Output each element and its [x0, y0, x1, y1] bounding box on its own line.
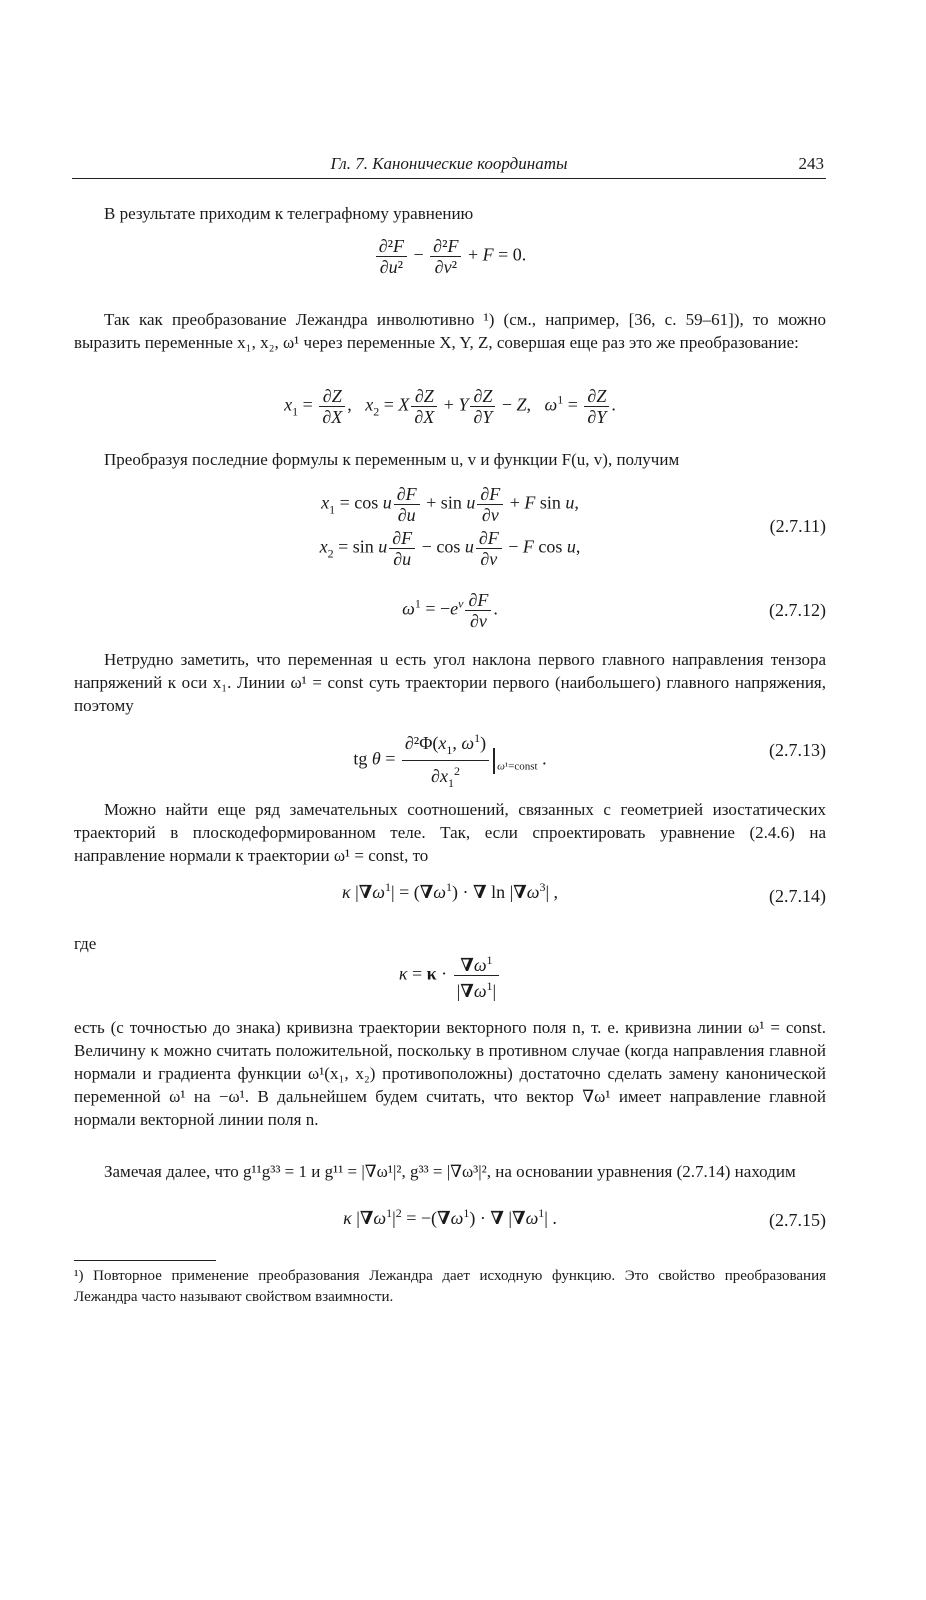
telegraph-equation: $\frac{\text{∂²F}}{\text{∂u²}}$ − $\frac{\text{∂²F}}{\text{∂v²}}$ + F = 0.: [74, 236, 826, 286]
footnote-rule: [74, 1260, 216, 1261]
equation-number: (2.7.12): [769, 600, 826, 620]
running-header: [72, 150, 826, 179]
equation-2-7-15: κ $|\nabla\omega^1|^2 = -(\nabla\omega^1)$ · ∇ $|\nabla\omega^1|$ . (2.7.15): [343, 1206, 826, 1230]
curvature-definition: κ = κ · $\frac{\nabla\omega^1}{|\nabla\omega^1|}$: [74, 950, 826, 1000]
paragraph-3: Преобразуя последние формулы к переменным u, v и функции F(u, v), получим: [104, 450, 680, 469]
equation-2-7-12: $\omega^1 = -e^v$ $\frac{\partial F}{\partial v}$ . (2.7.12): [402, 590, 826, 631]
equation-number: (2.7.13): [769, 740, 826, 760]
running-title: Гл. 7. Канонические координаты: [330, 154, 568, 173]
equation-2-7-11: $x_1 = \cos u$ $\frac{\partial F}{\partial u}$ + sin u $\frac{\partial F}{\partial v}$ + F sin u, $x_2 = \sin u$ $\frac{\partial F}{\partial u}$ − cos u $\frac{\partial F}{\partial v}$ − F cos u, (2.7.11): [319, 484, 826, 569]
footnote: ¹) Повторное применение преобразования Лежандра дает исходную функцию. Это свойство преобразования Лежандра часто называют свойством взаимности.: [74, 1268, 826, 1305]
paragraph-where: где: [74, 934, 97, 953]
equation-number: (2.7.15): [769, 1210, 826, 1230]
paragraph-8: Замечая далее, что g¹¹g³³ = 1 и g¹¹ = |∇ω¹|², g³³ = |∇ω³|², на основании уравнения (2.7.14) находим: [104, 1162, 796, 1181]
paragraph-5: Можно найти еще ряд замечательных соотношений, связанных с геометрией изостатических траекторий в плоскодеформированном теле. Так, если спроектировать уравнение (2.4.6) на направление нормали к траектории ω¹ = const, то: [74, 800, 826, 865]
paragraph-2: Так как преобразование Лежандра инволютивно ¹) (см., например, [36, с. 59–61]), то можно выразить переменные x₁, x₂, ω¹ через переменные X, Y, Z, совершая еще раз это же преобразование:: [74, 310, 826, 352]
paragraph-7: есть (с точностью до знака) кривизна траектории векторного поля n, т. е. кривизна линии ω¹ = const. Величину κ можно считать положительной, поскольку в противном случае (когда направления главной нормали и градиента функции ω¹(x₁, x₂) противоположны) достаточно сделать замену канонической переменной ω¹ на −ω¹. В дальнейшем будем считать, что вектор ∇ω¹ имеет направление главной нормали векторной линии поля n.: [74, 1018, 826, 1129]
equation-number: (2.7.14): [769, 886, 826, 906]
paragraph-4: Нетрудно заметить, что переменная u есть угол наклона первого главного направления тензора напряжений к оси x₁. Линии ω¹ = const суть траектории первого (наибольшего) главного напряжения, поэтому: [74, 650, 826, 715]
equation-2-7-14: κ $|\nabla\omega^1| = (\nabla\omega^1)$ · ∇ $\ln |\nabla\omega^3|$ , (2.7.14): [341, 880, 826, 906]
inverse-legendre-formulas: $x_1$ = $\frac{\partial Z}{\partial X}$ , $x_2 = X$ $\frac{\partial Z}{\partial X}$ + Y $\frac{\partial Z}{\partial Y}$ − Z, $\omega^1$ = $\frac{\partial Z}{\partial Y}$ .: [284, 386, 616, 427]
equation-2-7-13: tg θ = $\frac{\partial^2\Phi(x_1, \omega^1)}{\partial x_1^2}$ $_{\omega^1=const}$ . (2.7.13): [74, 728, 826, 778]
equation-number: (2.7.11): [769, 516, 826, 536]
page-number: 243: [798, 154, 824, 173]
paragraph-1: В результате приходим к телеграфному уравнению: [104, 204, 474, 223]
